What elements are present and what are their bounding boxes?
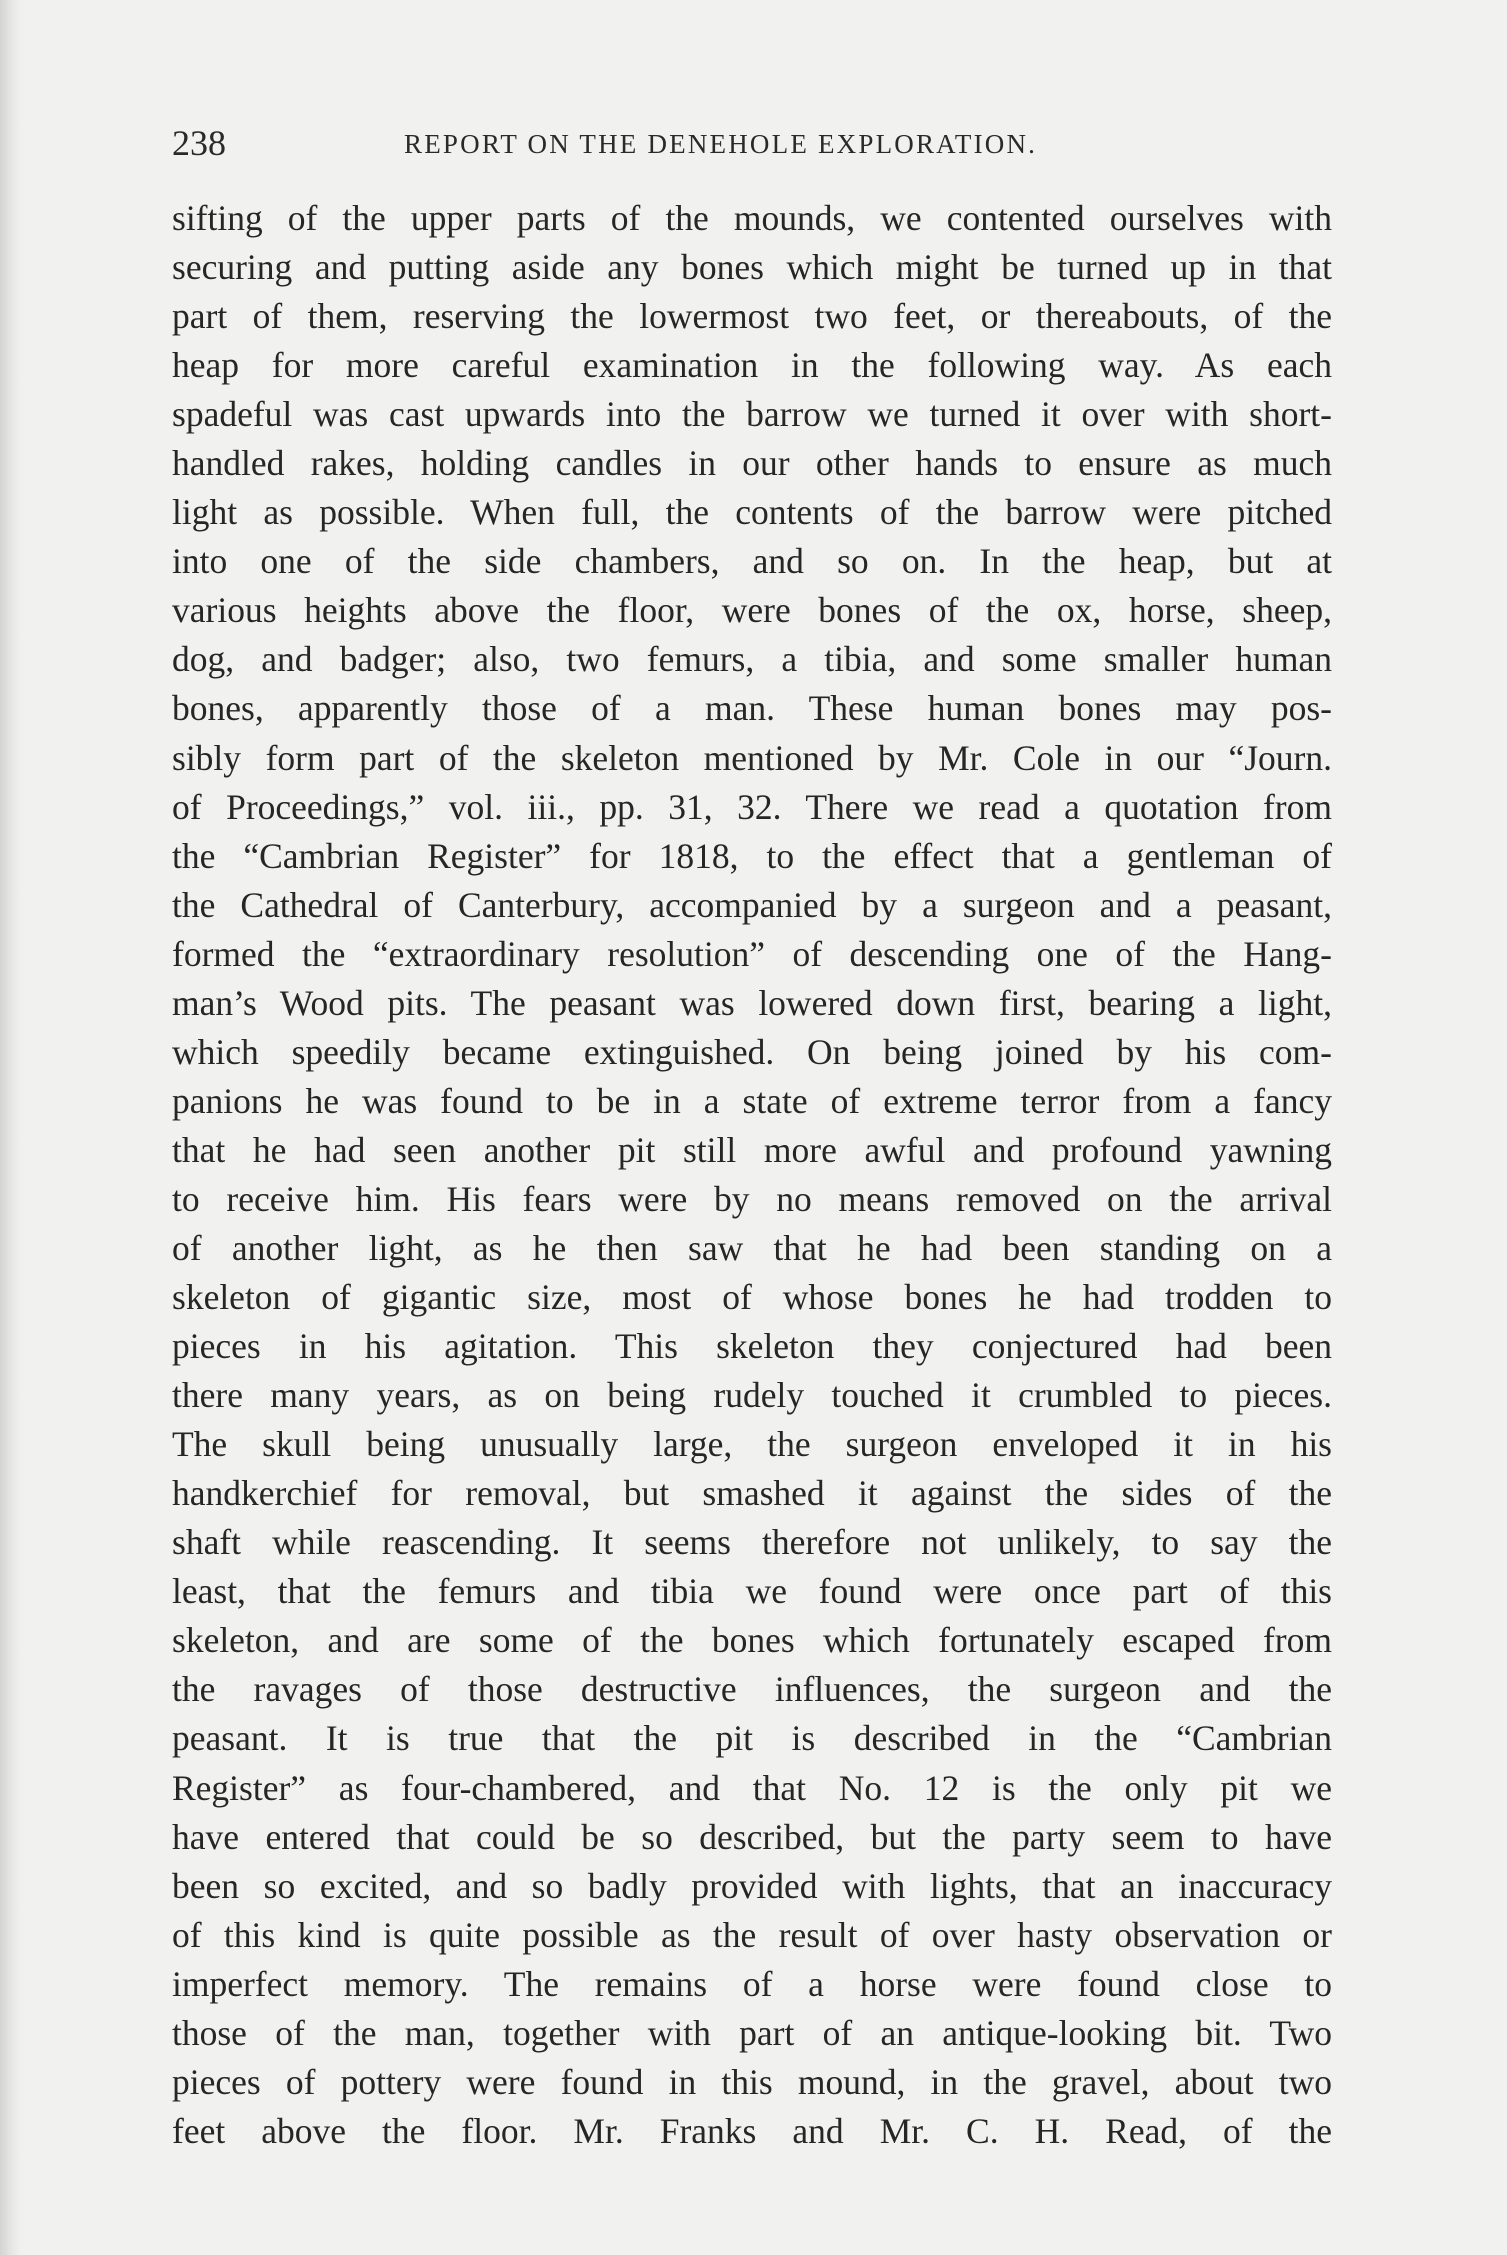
page-header (172, 118, 1332, 168)
text-line: sifting of the upper parts of the mounds, we contented ourselves with (172, 198, 1332, 238)
text-line: to receive him. His fears were by no means removed on the arrival (172, 1178, 1332, 1219)
text-line: various heights above the floor, were bones of the ox, horse, sheep, (172, 590, 1332, 631)
text-line: pieces of pottery were found in this mound, in the gravel, about two (172, 2061, 1332, 2102)
text-line: imperfect memory. The remains of a horse were found close to (172, 1963, 1332, 2004)
text-line: sibly form part of the skeleton mentioned by Mr. Cole in our “Journ. (172, 737, 1332, 778)
text-line: handkerchief for removal, but smashed it against the sides of the (172, 1473, 1332, 1514)
text-line: least, that the femurs and tibia we found were once part of this (172, 1571, 1332, 1612)
text-line: the Cathedral of Canterbury, accompanied by a surgeon and a peasant, (172, 884, 1332, 925)
text-line: been so excited, and so badly provided with lights, that an inaccuracy (172, 1865, 1332, 1906)
text-line: of Proceedings,” vol. iii., pp. 31, 32. There we read a quotation from (172, 786, 1332, 827)
text-line: of another light, as he then saw that he had been standing on a (172, 1227, 1332, 1268)
spine-shadow (0, 0, 22, 2255)
text-line: man’s Wood pits. The peasant was lowered down first, bearing a light, (172, 982, 1332, 1023)
text-line: handled rakes, holding candles in our other hands to ensure as much (172, 443, 1332, 484)
text-line: pieces in his agitation. This skeleton they conjectured had been (172, 1326, 1332, 1367)
running-head: REPORT ON THE DENEHOLE EXPLORATION. (404, 129, 1038, 159)
text-line: skeleton of gigantic size, most of whose bones he had trodden to (172, 1277, 1332, 1318)
text-line: those of the man, together with part of an antique-looking bit. Two (172, 2012, 1332, 2053)
text-line: have entered that could be so described, but the party seem to have (172, 1816, 1332, 1857)
text-line: spadeful was cast upwards into the barrow we turned it over with short- (172, 394, 1332, 435)
text-line: shaft while reascending. It seems therefore not unlikely, to say the (172, 1522, 1332, 1563)
text-line: panions he was found to be in a state of extreme terror from a fancy (172, 1080, 1332, 1121)
text-line: the “Cambrian Register” for 1818, to the effect that a gentleman of (172, 835, 1332, 876)
text-line: part of them, reserving the lowermost two feet, or thereabouts, of the (172, 296, 1332, 337)
text-line: bones, apparently those of a man. These human bones may pos- (172, 688, 1332, 729)
text-line: of this kind is quite possible as the result of over hasty observation or (172, 1914, 1332, 1955)
text-line: feet above the floor. Mr. Franks and Mr. C. H. Read, of the (172, 2110, 1332, 2151)
text-line: that he had seen another pit still more awful and profound yawning (172, 1129, 1332, 1170)
text-line: peasant. It is true that the pit is described in the “Cambrian (172, 1718, 1332, 1759)
text-line: light as possible. When full, the contents of the barrow were pitched (172, 492, 1332, 533)
text-line: securing and putting aside any bones which might be turned up in that (172, 247, 1332, 288)
text-line: formed the “extraordinary resolution” of descending one of the Hang- (172, 933, 1332, 974)
text-line: the ravages of those destructive influences, the surgeon and the (172, 1669, 1332, 1710)
text-line: heap for more careful examination in the following way. As each (172, 345, 1332, 386)
text-line: into one of the side chambers, and so on. In the heap, but at (172, 541, 1332, 582)
text-line: Register” as four-chambered, and that No. 12 is the only pit we (172, 1767, 1332, 1808)
body-paragraph (172, 194, 1332, 2156)
text-line: skeleton, and are some of the bones which fortunately escaped from (172, 1620, 1332, 1661)
text-line: The skull being unusually large, the surgeon enveloped it in his (172, 1424, 1332, 1465)
text-line: which speedily became extinguished. On being joined by his com- (172, 1031, 1332, 1072)
text-line: dog, and badger; also, two femurs, a tibia, and some smaller human (172, 639, 1332, 680)
page-number: 238 (172, 123, 226, 163)
text-line: there many years, as on being rudely touched it crumbled to pieces. (172, 1375, 1332, 1416)
